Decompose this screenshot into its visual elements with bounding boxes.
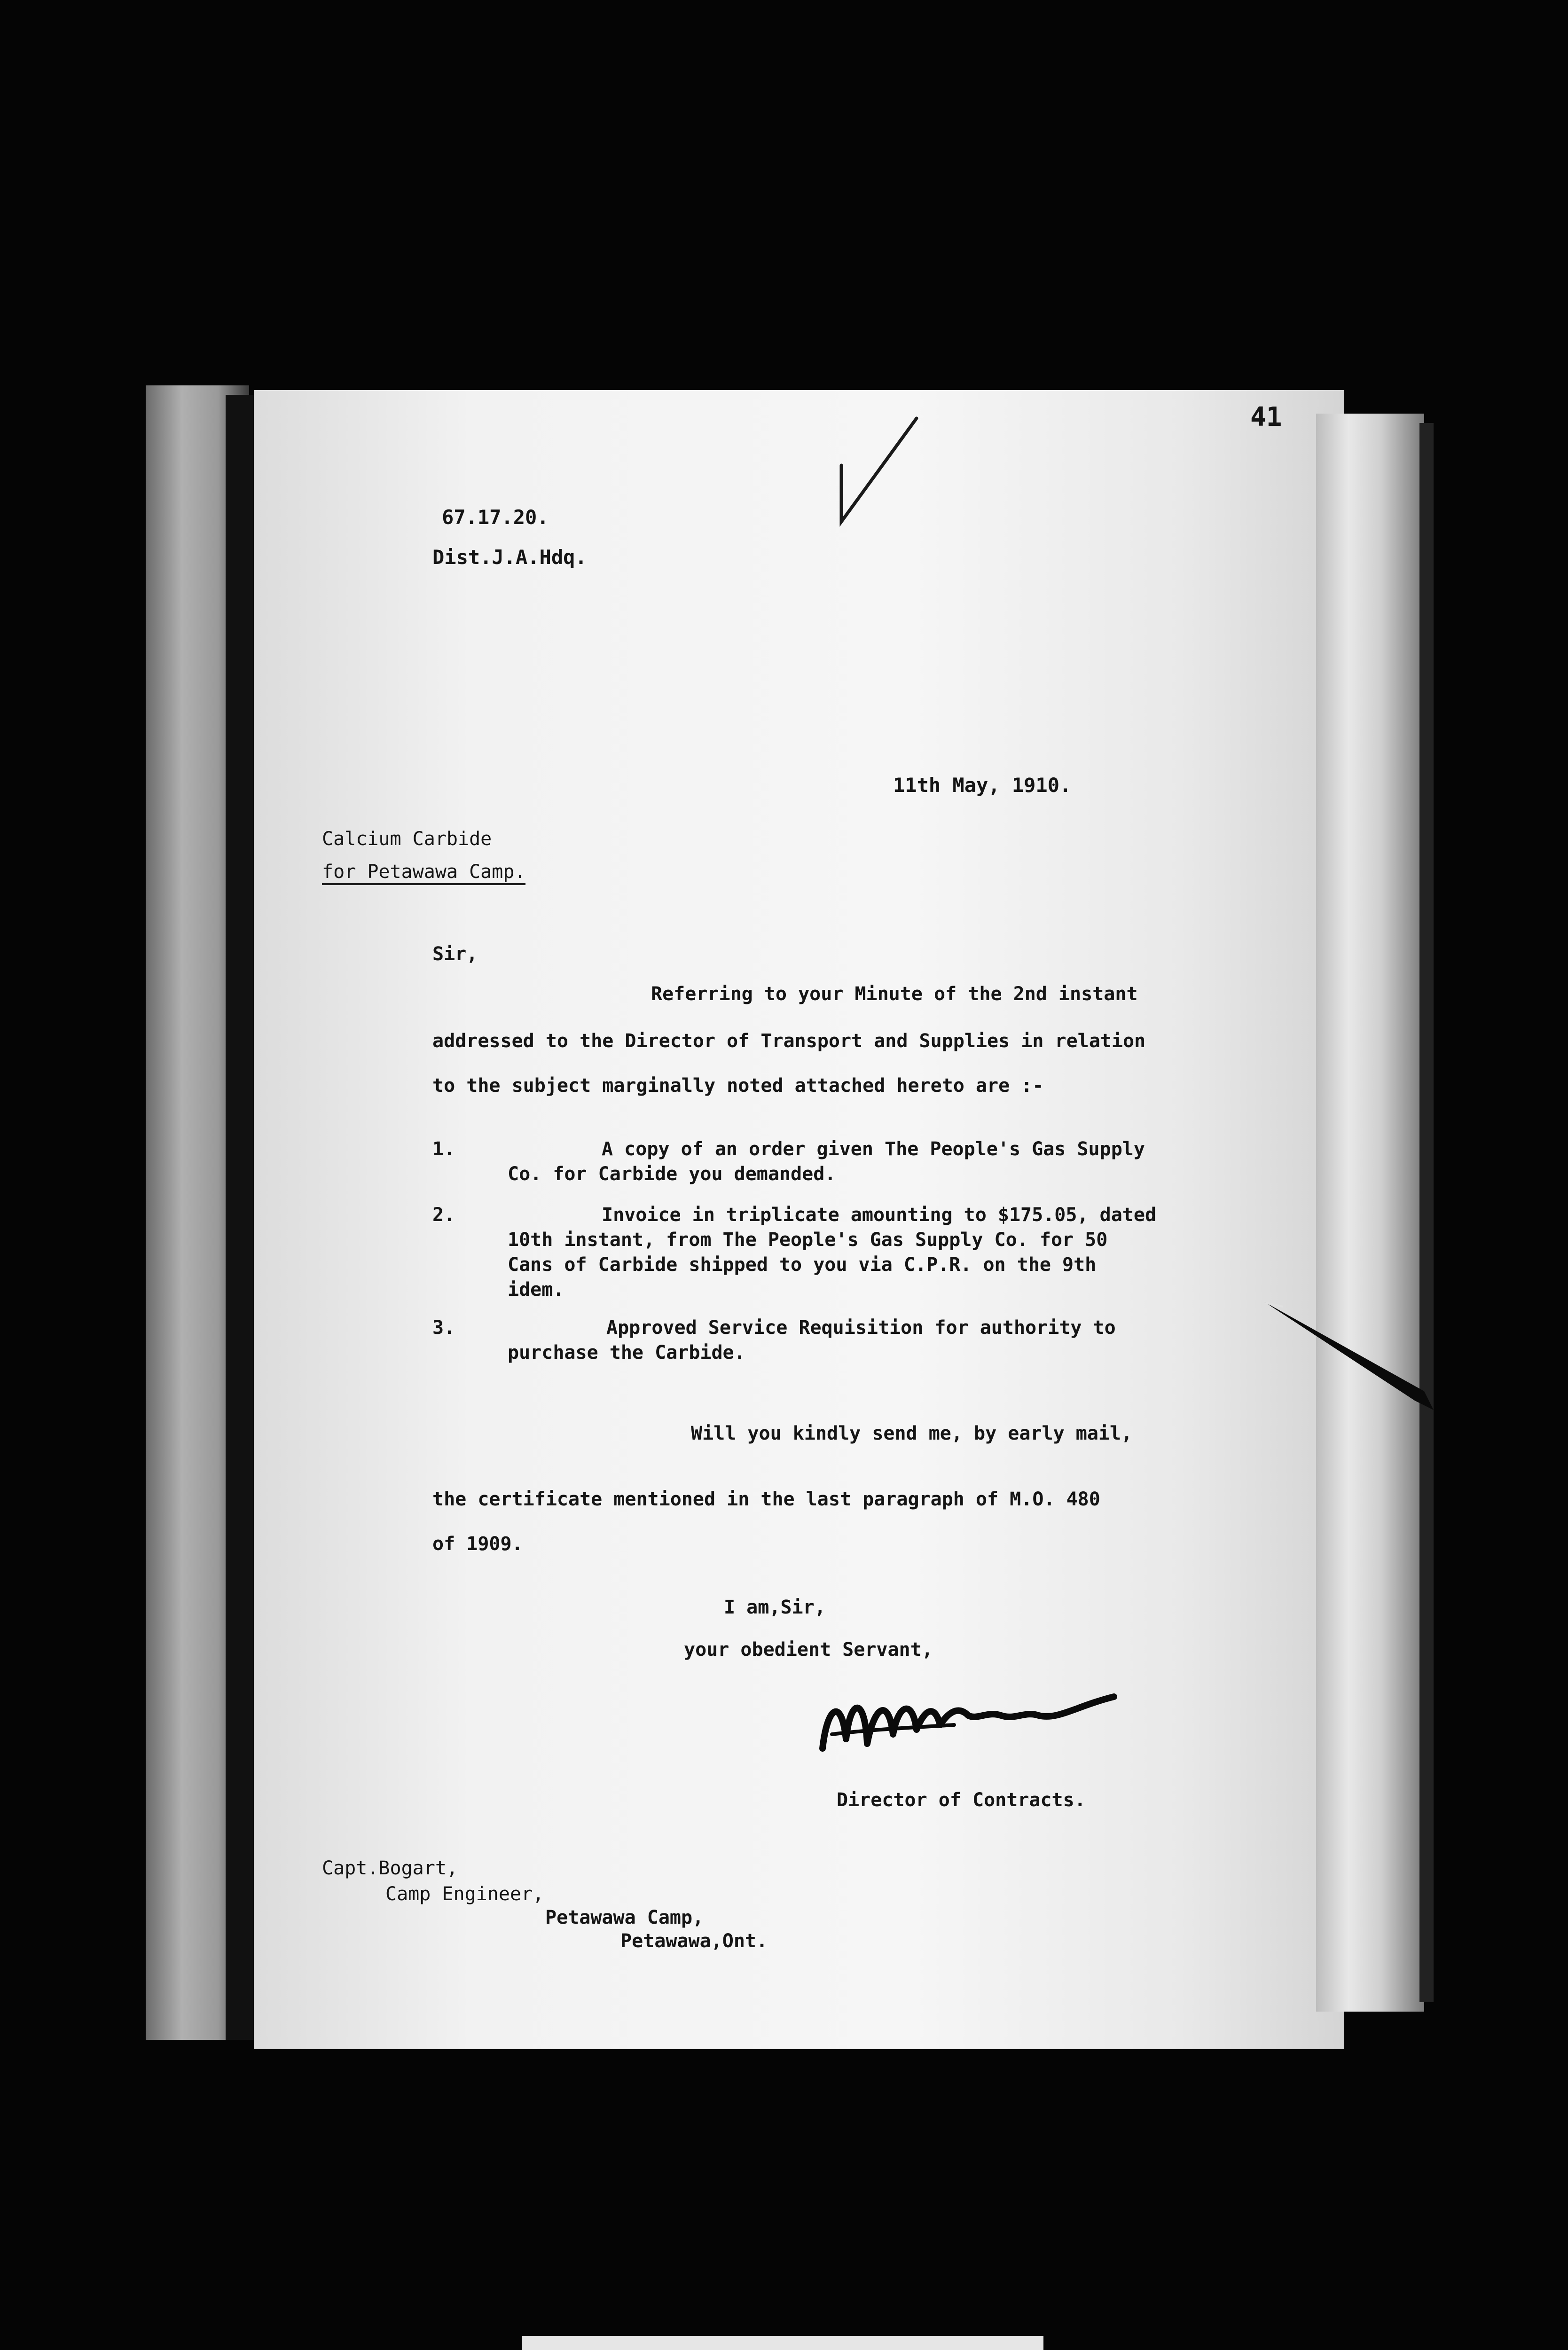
addressee-line-3: Petawawa Camp, xyxy=(545,1907,704,1928)
closing-line-1: I am,Sir, xyxy=(724,1597,826,1618)
file-reference: 67.17.20. xyxy=(442,506,549,529)
addressee-line-4: Petawawa,Ont. xyxy=(620,1930,768,1952)
item-1-line-1: A copy of an order given The People's Gas Supply xyxy=(602,1138,1145,1160)
microfilm-left-gutter xyxy=(226,395,254,2040)
closing-line-2: your obedient Servant, xyxy=(684,1639,933,1661)
district-reference: Dist.J.A.Hdq. xyxy=(432,546,587,569)
item-2-line-1: Invoice in triplicate amounting to $175.05, dated xyxy=(602,1204,1157,1226)
item-3-line-2: purchase the Carbide. xyxy=(508,1342,745,1363)
subject-line-2: for Petawawa Camp. xyxy=(322,862,525,885)
item-1-line-2: Co. for Carbide you demanded. xyxy=(508,1163,836,1185)
addressee-line-2: Camp Engineer, xyxy=(385,1883,544,1905)
intro-line-2: addressed to the Director of Transport and Supplies in relation xyxy=(432,1030,1146,1052)
intro-line-3: to the subject marginally noted attached hereto are :- xyxy=(432,1075,1044,1097)
item-3-number: 3. xyxy=(432,1317,455,1339)
item-2-line-4: idem. xyxy=(508,1279,564,1300)
request-line-1: Will you kindly send me, by early mail, xyxy=(691,1423,1133,1444)
page-right-edge xyxy=(1316,414,1424,2012)
letter-date: 11th May, 1910. xyxy=(893,774,1072,797)
request-line-2: the certificate mentioned in the last paragraph of M.O. 480 xyxy=(432,1488,1100,1510)
item-3-line-1: Approved Service Requisition for authority to xyxy=(606,1317,1116,1339)
item-2-line-2: 10th instant, from The People's Gas Supply Co. for 50 xyxy=(508,1229,1108,1251)
page-right-shadow xyxy=(1419,423,1434,2002)
signature-title: Director of Contracts. xyxy=(837,1789,1086,1811)
archive-reference-label xyxy=(522,2336,1043,2350)
subject-line-1: Calcium Carbide xyxy=(322,828,492,850)
archive-citation-panel xyxy=(522,2336,1043,2350)
addressee-line-1: Capt.Bogart, xyxy=(322,1857,458,1879)
pen-pointer-icon xyxy=(1264,1297,1434,1410)
request-line-3: of 1909. xyxy=(432,1533,523,1555)
salutation: Sir, xyxy=(432,943,478,965)
signature-mark xyxy=(813,1678,1123,1772)
item-1-number: 1. xyxy=(432,1138,455,1160)
page-number: 41 xyxy=(1250,402,1282,432)
intro-line-1: Referring to your Minute of the 2nd instant xyxy=(651,983,1138,1005)
item-2-number: 2. xyxy=(432,1204,455,1226)
checkmark-icon xyxy=(823,414,926,536)
item-2-line-3: Cans of Carbide shipped to you via C.P.R. on the 9th xyxy=(508,1254,1097,1276)
